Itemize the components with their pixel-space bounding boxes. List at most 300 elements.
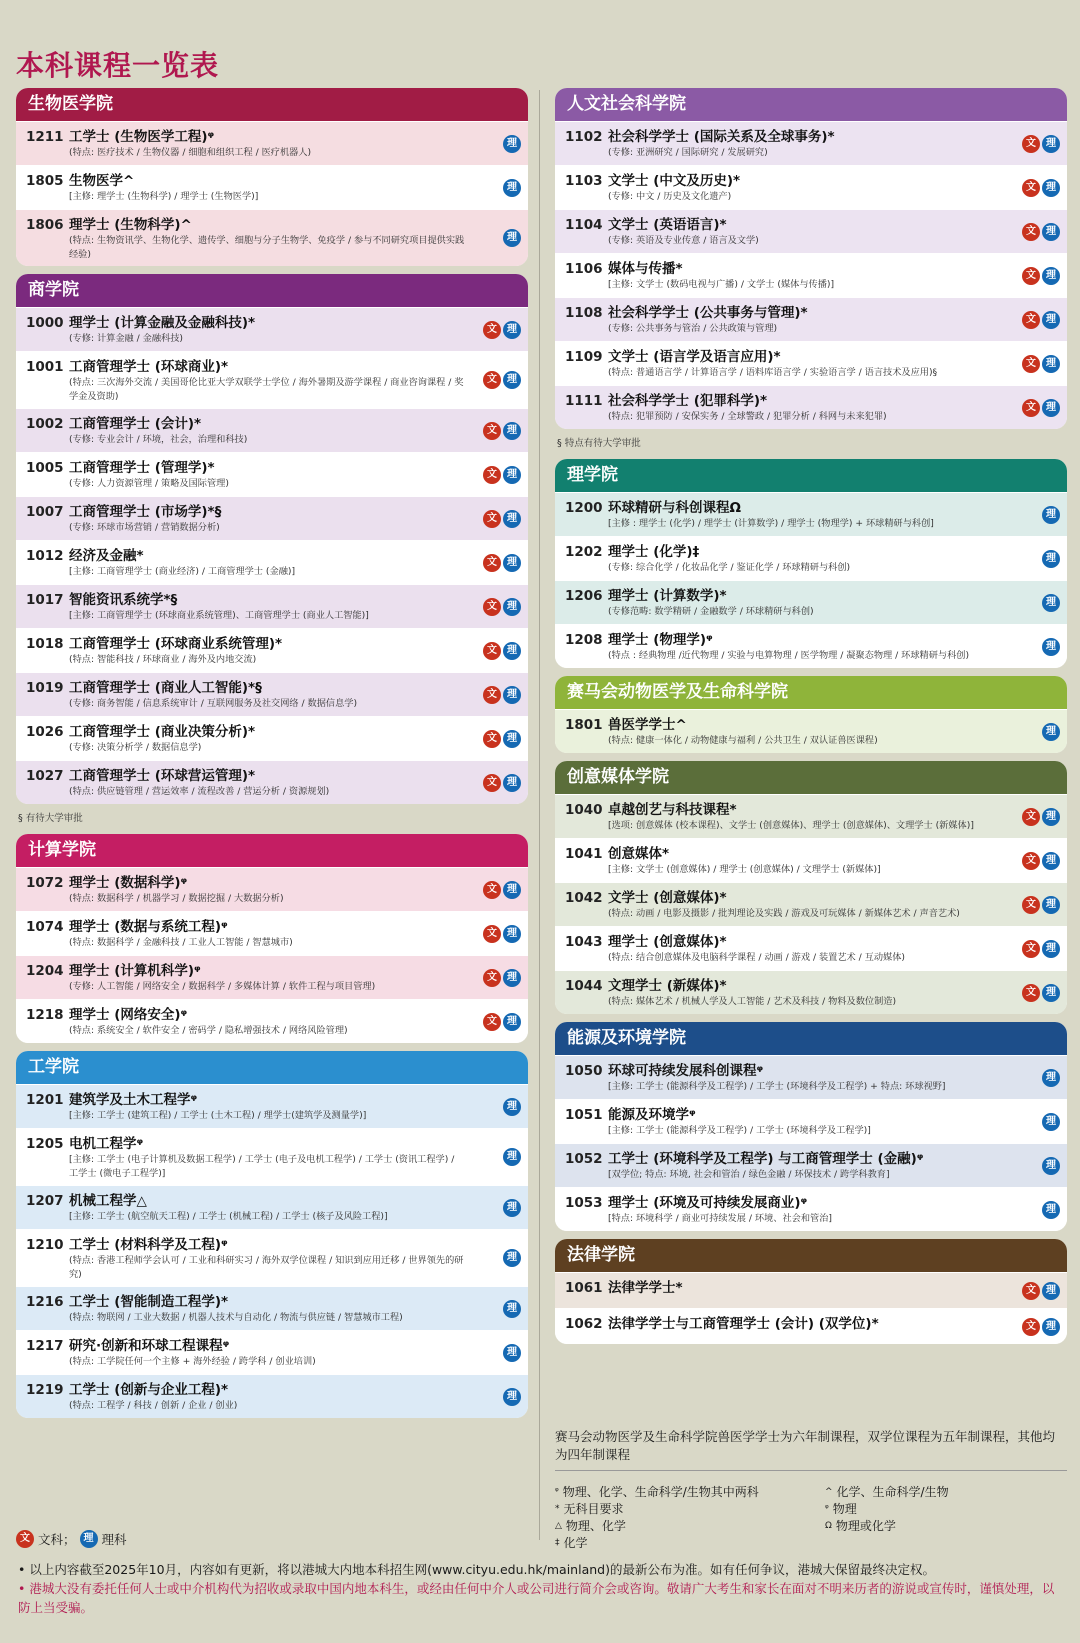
program-description: (特点: 医疗技术 / 生物仪器 / 细胞和组织工程 / 医疗机器人) [69,147,312,158]
program-row [16,165,528,209]
li-badge-icon: 理 [503,1388,521,1406]
stream-badges [1022,179,1060,197]
program-name: 工商管理学士 (环球商业系统管理)* [69,636,283,652]
program-description: [主修: 工学士 (建筑工程) / 工学士 (土木工程) / 理学士(建筑学及测量学)] [69,1110,367,1121]
program-description: (专修: 决策分析学 / 数据信息学) [69,742,202,753]
program-row [16,452,528,496]
program-description: [主修: 文学士 (数码电视与广播) / 文学士 (媒体与传播)] [608,279,835,290]
program-code: 1805 [26,173,64,189]
wen-badge-icon: 文 [483,510,501,528]
program-description: (专修: 专业会计 / 环境，社会，治理和科技) [69,434,248,445]
program-name: 理学士 (创意媒体)* [608,934,727,950]
program-row [16,496,528,540]
stream-badges [483,1013,521,1031]
stream-badges [483,321,521,339]
wen-badge-icon: 文 [1022,940,1040,958]
li-badge-icon: 理 [503,1199,521,1217]
program-code: 1040 [565,802,603,818]
program-name: 工学士 (材料科学及工程)ᵠ [69,1237,228,1253]
key-item [555,1501,624,1518]
program-code: 1205 [26,1136,64,1152]
program-row [16,1374,528,1418]
program-name: 智能资讯系统学*§ [69,592,178,608]
program-row [555,838,1067,882]
wen-badge-icon: 文 [1022,984,1040,1002]
stream-badges [503,179,521,197]
wen-badge-icon: 文 [1022,267,1040,285]
section-note: § 特点有待大学审批 [557,438,641,449]
stream-badges [1042,1113,1060,1131]
stream-badges [483,881,521,899]
program-code: 1062 [565,1316,603,1332]
program-description: (特点 : 经典物理 /近代物理 / 实验与电算物理 / 医学物理 / 凝聚态物理 / 环球精研与科创) [608,650,970,661]
key-text: 物理或化学 [835,1519,896,1533]
li-badge-icon: 理 [503,321,521,339]
program-description: (专修范畴: 数学精研 / 金融数学 / 环球精研与科创) [608,606,814,617]
program-row [16,672,528,716]
program-name: 理学士 (生物科学)^ [69,217,192,233]
program-name: 文学士 (语言学及语言应用)* [608,349,781,365]
program-code: 1005 [26,460,64,476]
li-badge-icon: 理 [1042,550,1060,568]
program-description: (特点: 三次海外交流 / 美国哥伦比亚大学双联学士学位 / 海外暑期及游学课程 / 商业咨询课程 / 奖学金及资助) [69,377,464,402]
wen-badge-icon: 文 [1022,1282,1040,1300]
stream-badges [1022,223,1060,241]
program-code: 1111 [565,393,603,409]
li-badge-icon: 理 [503,371,521,389]
key-symbol: ‡ [555,1538,560,1548]
program-code: 1104 [565,217,603,233]
stream-badges [1022,1318,1060,1336]
stream-badges [503,1249,521,1267]
program-row [16,1229,528,1286]
wen-badge-icon: 文 [1022,399,1040,417]
li-badge-icon: 理 [1042,223,1060,241]
section-cs [16,834,528,1043]
program-code: 1042 [565,890,603,906]
stream-badges [1042,638,1060,656]
program-row [555,165,1067,209]
stream-badges [1022,940,1060,958]
key-symbol: * [555,1504,560,1514]
program-description: (特点: 动画 / 电影及摄影 / 批判理论及实践 / 游戏及可玩媒体 / 新媒体艺术 / 声音艺术) [608,908,960,919]
key-item [825,1501,857,1518]
program-code: 1002 [26,416,64,432]
program-name: 理学士 (物理学)ᵠ [608,632,713,648]
key-symbol: ᵠ [825,1504,829,1514]
key-text: 物理 [832,1502,857,1516]
key-symbol: Ω [825,1521,832,1531]
program-row [16,1185,528,1229]
wen-badge-icon: 文 [483,969,501,987]
stream-badges [1042,723,1060,741]
program-row [555,492,1067,536]
program-name: 理学士 (数据科学)ᵠ [69,875,188,891]
program-description: (专修: 人工智能 / 网络安全 / 数据科学 / 多媒体计算 / 软件工程与项目管理) [69,981,376,992]
li-badge-icon: 理 [1042,1069,1060,1087]
stream-badges [503,1098,521,1116]
program-row [555,1272,1067,1308]
program-code: 1026 [26,724,64,740]
program-name: 经济及金融* [69,548,144,564]
program-description: [主修: 工学士 (能源科学及工程学) / 工学士 (环境科学及工程学)] [608,1125,871,1136]
section-title: 工学院 [16,1051,528,1084]
section-title: 能源及环境学院 [555,1022,1067,1055]
li-badge-icon: 理 [1042,808,1060,826]
section-title: 创意媒体学院 [555,761,1067,794]
wen-badge-icon: 文 [1022,852,1040,870]
program-code: 1218 [26,1007,64,1023]
program-name: 社会科学学士 (国际关系及全球事务)* [608,129,835,145]
program-row [555,1143,1067,1187]
program-description: (专修: 综合化学 / 化妆品化学 / 鉴证化学 / 环球精研与科创) [608,562,851,573]
program-row [555,209,1067,253]
program-name: 理学士 (网络安全)ᵠ [69,1007,188,1023]
program-name: 理学士 (计算数学)* [608,588,727,604]
program-name: 工学士 (智能制造工程学)* [69,1294,229,1310]
wen-badge-icon: 文 [1022,896,1040,914]
badge-legend [16,1530,127,1548]
li-badge-icon: 理 [1042,311,1060,329]
stream-badges [1022,267,1060,285]
section-title: 理学院 [555,459,1067,492]
key-item [555,1535,588,1552]
program-code: 1018 [26,636,64,652]
program-name: 工商管理学士 (市场学)*§ [69,504,222,520]
program-description: (特点: 物联网 / 工业大数据 / 机器人技术与自动化 / 物流与供应链 / 智慧城市工程) [69,1312,403,1323]
program-name: 文学士 (中文及历史)* [608,173,741,189]
program-description: (专修: 环球市场营销 / 营销数据分析) [69,522,220,533]
program-code: 1109 [565,349,603,365]
program-description: (特点: 普通语言学 / 计算语言学 / 语料库语言学 / 实验语言学 / 语言技术及应用)§ [608,367,938,378]
wen-badge-icon: 文 [483,881,501,899]
wen-badge-icon: 文 [483,554,501,572]
program-row [555,1187,1067,1231]
program-code: 1208 [565,632,603,648]
program-name: 理学士 (计算机科学)ᵠ [69,963,201,979]
program-description: (特点: 工学院任何一个主修 + 海外经验 / 跨学科 / 创业培训) [69,1356,316,1367]
program-name: 研究·创新和环球工程课程ᵠ [69,1338,230,1354]
li-badge-icon: 理 [503,969,521,987]
program-row [555,580,1067,624]
stream-badges [503,1199,521,1217]
program-description: [主修 : 理学士 (化学) / 理学士 (计算数学) / 理学士 (物理学) + 环球精研与科创] [608,518,934,529]
program-name: 法律学学士* [608,1280,683,1296]
program-code: 1061 [565,1280,603,1296]
li-badge-icon: 理 [503,1344,521,1362]
program-code: 1052 [565,1151,603,1167]
program-row [555,536,1067,580]
program-code: 1012 [26,548,64,564]
li-badge-icon: 理 [1042,399,1060,417]
program-code: 1019 [26,680,64,696]
program-description: (特点: 智能科技 / 环球商业 / 海外及内地交流) [69,654,257,665]
program-description: [选项: 创意媒体 (校本课程)、文学士 (创意媒体)、理学士 (创意媒体)、文理学士 (新媒体)] [608,820,974,831]
li-badge-icon: 理 [1042,638,1060,656]
wen-badge-icon: 文 [1022,808,1040,826]
program-code: 1206 [565,588,603,604]
wen-badge-icon: 文 [483,321,501,339]
program-row [16,760,528,804]
stream-badges [503,1300,521,1318]
program-name: 工学士 (生物医学工程)ᵠ [69,129,215,145]
program-row [555,341,1067,385]
key-text: 物理、化学、生命科学/生物其中两科 [562,1485,759,1499]
program-code: 1210 [26,1237,64,1253]
li-badge-icon: 理 [1042,1318,1060,1336]
stream-badges [1042,550,1060,568]
key-text: 化学 [563,1536,588,1550]
section-title: 商学院 [16,274,528,307]
program-name: 工商管理学士 (商业决策分析)* [69,724,256,740]
stream-badges [483,422,521,440]
program-description: (特点: 系统安全 / 软件安全 / 密码学 / 隐私增强技术 / 网络风险管理) [69,1025,348,1036]
stream-badges [483,510,521,528]
li-badge-icon: 理 [1042,594,1060,612]
section-eng [16,1051,528,1418]
program-description: (特点: 香港工程师学会认可 / 工业和科研实习 / 海外双学位课程 / 知识到应用迁移 / 世界领先的研究) [69,1255,464,1280]
program-code: 1106 [565,261,603,277]
program-name: 环球可持续发展科创课程ᵠ [608,1063,764,1079]
stream-badges [503,1148,521,1166]
program-description: (特点: 犯罪预防 / 安保实务 / 全球警政 / 犯罪分析 / 科网与未来犯罪) [608,411,887,422]
stream-badges [503,135,521,153]
program-description: (特点: 数据科学 / 金融科技 / 工业人工智能 / 智慧城市) [69,937,293,948]
section-energy [555,1022,1067,1231]
li-badge-icon: 理 [503,598,521,616]
wen-badge-icon: 文 [483,598,501,616]
program-code: 1202 [565,544,603,560]
stream-badges [503,1344,521,1362]
program-description: (专修: 人力资源管理 / 策略及国际管理) [69,478,229,489]
program-name: 理学士 (数据与系统工程)ᵠ [69,919,228,935]
program-row [16,408,528,452]
program-name: 能源及环境学ᵠ [608,1107,696,1123]
program-name: 文学士 (英语语言)* [608,217,727,233]
li-badge-icon: 理 [503,774,521,792]
section-bio [16,88,528,266]
li-badge-icon: 理 [503,925,521,943]
program-row [555,709,1067,753]
li-badge-icon: 理 [1042,723,1060,741]
program-code: 1017 [26,592,64,608]
stream-badges [1022,355,1060,373]
program-description: [主修: 工学士 (能源科学及工程学) / 工学士 (环境科学及工程学) + 特点: 环球视野] [608,1081,946,1092]
stream-badges [1022,1282,1060,1300]
program-row [16,955,528,999]
program-name: 工商管理学士 (管理学)* [69,460,215,476]
program-name: 法律学学士与工商管理学士 (会计) (双学位)* [608,1316,879,1332]
program-code: 1801 [565,717,603,733]
stream-badges [483,969,521,987]
program-description: (专修: 中文 / 历史及文化遗产) [608,191,732,202]
key-item [555,1484,759,1501]
program-name: 社会科学学士 (公共事务与管理)* [608,305,808,321]
stream-badges [1022,311,1060,329]
key-item [555,1518,626,1535]
li-badge-icon: 理 [1042,1201,1060,1219]
program-code: 1207 [26,1193,64,1209]
program-row [16,911,528,955]
li-badge-icon: 理 [503,179,521,197]
program-description: (专修: 公共事务与管治 / 公共政策与管理) [608,323,778,334]
section-title: 赛马会动物医学及生命科学院 [555,676,1067,709]
program-name: 生物医学^ [69,173,135,189]
stream-badges [483,925,521,943]
program-description: (特点: 供应链管理 / 营运效率 / 流程改善 / 营运分析 / 资源规划) [69,786,330,797]
program-code: 1219 [26,1382,64,1398]
footer [18,1560,1063,1617]
program-row [555,1308,1067,1344]
stream-badges [483,598,521,616]
program-name: 电机工程学ᵠ [69,1136,144,1152]
section-title: 法律学院 [555,1239,1067,1272]
li-badge-icon: 理 [1042,1282,1060,1300]
program-code: 1007 [26,504,64,520]
stream-badges [1042,506,1060,524]
duration-note: 赛马会动物医学及生命科学院兽医学学士为六年制课程，双学位课程为五年制课程，其他均为四年制课程 [555,1428,1067,1471]
program-code: 1217 [26,1338,64,1354]
stream-badges [1022,896,1060,914]
wen-badge-icon: 文 [483,1013,501,1031]
program-row [16,121,528,165]
key-symbol: △ [555,1521,562,1531]
section-note: § 有待大学审批 [18,813,83,824]
li-badge-icon: 理 [1042,506,1060,524]
program-name: 工商管理学士 (环球商业)* [69,359,229,375]
program-description: [主修: 文学士 (创意媒体) / 理学士 (创意媒体) / 文理学士 (新媒体)] [608,864,881,875]
program-description: (特点: 结合创意媒体及电脑科学课程 / 动画 / 游戏 / 装置艺术 / 互动媒体) [608,952,905,963]
stream-badges [483,686,521,704]
right-column [555,88,1067,1352]
program-name: 创意媒体* [608,846,670,862]
program-code: 1043 [565,934,603,950]
program-description: [主修: 工学士 (电子计算机及数据工程学) / 工学士 (电子及电机工程学) / 工学士 (资讯工程学) / 工学士 (微电子工程学)] [69,1154,455,1179]
program-row [555,1055,1067,1099]
li-badge-icon: 理 [503,510,521,528]
program-row [16,716,528,760]
program-code: 1072 [26,875,64,891]
stream-badges [1042,1069,1060,1087]
li-badge-icon: 理 [80,1530,98,1548]
program-row [16,1128,528,1185]
key-text: 化学、生命科学/生物 [836,1485,949,1499]
program-row [16,999,528,1043]
program-row [555,385,1067,429]
wen-badge-icon: 文 [483,642,501,660]
li-badge-icon: 理 [503,642,521,660]
stream-badges [483,371,521,389]
program-description: [主修: 理学士 (生物科学) / 理学士 (生物医学)] [69,191,259,202]
program-name: 理学士 (环境及可持续发展商业)ᵠ [608,1195,808,1211]
li-badge-icon: 理 [503,135,521,153]
key-text: 无科目要求 [563,1502,624,1516]
stream-badges [483,642,521,660]
li-badge-icon: 理 [503,730,521,748]
program-code: 1103 [565,173,603,189]
program-code: 1108 [565,305,603,321]
program-row [16,628,528,672]
stream-badges [483,466,521,484]
program-row [16,1084,528,1128]
program-name: 工学士 (创新与企业工程)* [69,1382,229,1398]
program-row [16,1286,528,1330]
program-description: [主修: 工商管理学士 (环球商业系统管理)、工商管理学士 (商业人工智能)] [69,610,369,621]
program-row [16,307,528,351]
program-name: 理学士 (计算金融及金融科技)* [69,315,256,331]
stream-badges [483,554,521,572]
section-title: 计算学院 [16,834,528,867]
li-badge-icon: 理 [503,1148,521,1166]
program-description: [特点: 环境科学 / 商业可持续发展 / 环境、社会和管治] [608,1213,832,1224]
li-badge-icon: 理 [503,1300,521,1318]
wen-badge-icon: 文 [483,466,501,484]
program-row [555,794,1067,838]
section-law [555,1239,1067,1344]
program-code: 1200 [565,500,603,516]
wen-badge-icon: 文 [1022,179,1040,197]
program-row [555,624,1067,668]
program-code: 1806 [26,217,64,233]
program-row [555,121,1067,165]
stream-badges [1022,399,1060,417]
program-row [555,1099,1067,1143]
program-code: 1201 [26,1092,64,1108]
program-description: [双学位; 特点: 环境, 社会和管治 / 绿色金融 / 环保技术 / 跨学科教育] [608,1169,890,1180]
program-code: 1001 [26,359,64,375]
key-symbol: ^ [825,1487,833,1497]
program-code: 1044 [565,978,603,994]
program-code: 1074 [26,919,64,935]
wen-badge-icon: 文 [1022,355,1040,373]
program-code: 1027 [26,768,64,784]
program-name: 卓越创艺与科技课程* [608,802,737,818]
li-badge-icon: 理 [503,466,521,484]
program-name: 工商管理学士 (会计)* [69,416,202,432]
program-code: 1102 [565,129,603,145]
wen-badge-icon: 文 [483,925,501,943]
program-name: 兽医学学士^ [608,717,687,733]
section-cm [555,761,1067,1014]
li-badge-icon: 理 [503,881,521,899]
program-code: 1204 [26,963,64,979]
page-title: 本科课程一览表 [16,49,220,82]
stream-badges [1042,1157,1060,1175]
section-title: 生物医学院 [16,88,528,121]
program-name: 环球精研与科创课程Ω [608,500,741,516]
li-legend-label: 理科 [101,1532,127,1547]
wen-badge-icon: 文 [483,371,501,389]
wen-badge-icon: 文 [483,774,501,792]
program-description: (专修: 亚洲研究 / 国际研究 / 发展研究) [608,147,768,158]
li-badge-icon: 理 [1042,984,1060,1002]
key-symbol: ᵠ [555,1487,559,1497]
program-name: 文学士 (创意媒体)* [608,890,727,906]
wen-badge-icon: 文 [483,422,501,440]
program-name: 工学士 (环境科学及工程学) 与工商管理学士 (金融)ᵠ [608,1151,924,1167]
program-description: (特点: 数据科学 / 机器学习 / 数据挖掘 / 大数据分析) [69,893,284,904]
program-row [16,584,528,628]
wen-badge-icon: 文 [16,1530,34,1548]
program-row [555,926,1067,970]
wen-badge-icon: 文 [1022,311,1040,329]
left-column [16,88,528,1426]
column-divider [539,90,540,1540]
li-badge-icon: 理 [1042,135,1060,153]
program-row [555,297,1067,341]
li-badge-icon: 理 [1042,179,1060,197]
li-badge-icon: 理 [1042,267,1060,285]
